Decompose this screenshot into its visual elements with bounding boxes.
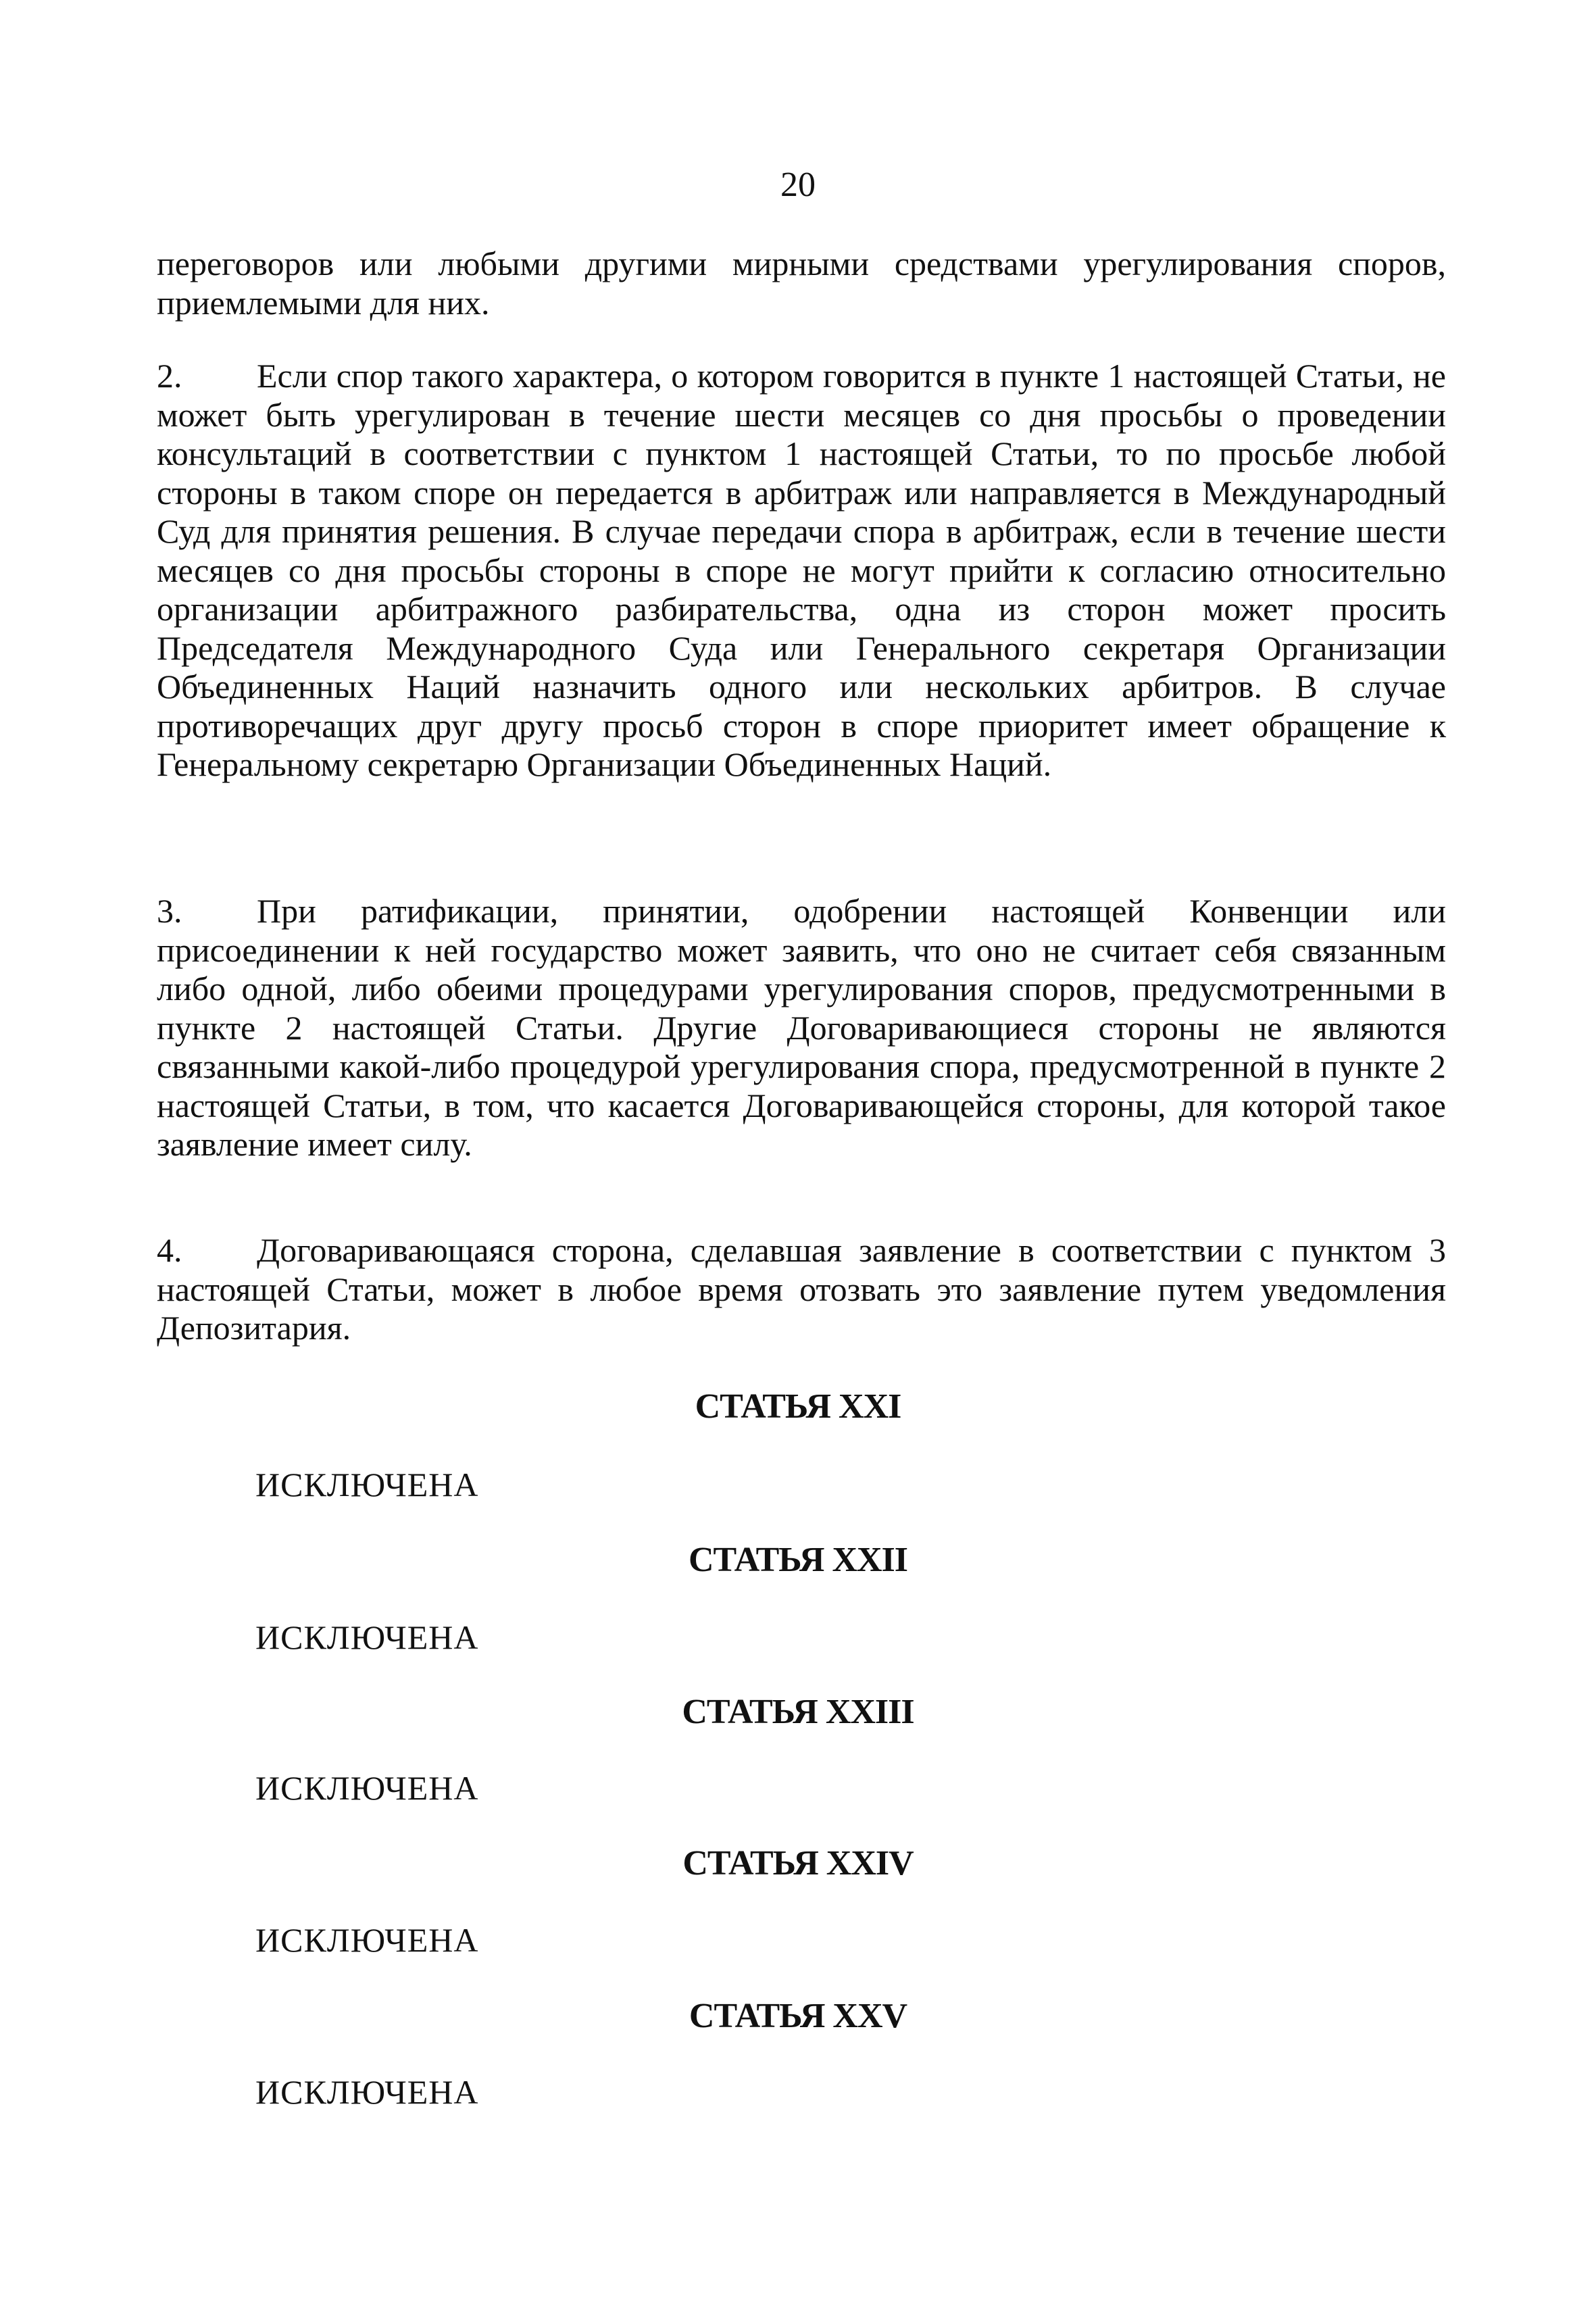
paragraph-number: 4. — [157, 1231, 182, 1269]
paragraph-text: При ратификации, принятии, одобрении настоящей Конвенции или присоединении к ней государство может заявить, что оно не считает себя связанным либо одной, либо обеими процедурами урегулирования споров, предусмотренными в пункте 2 настоящей Статьи. Другие Договаривающиеся стороны не являются связанными какой-либо процедурой урегулирования спора, предусмотренной в пункте 2 настоящей Статьи, в том, что касается Договаривающейся стороны, для которой такое заявление имеет силу. — [157, 892, 1446, 1163]
article-heading: СТАТЬЯ XXII — [688, 1541, 908, 1579]
paragraph-continued — [157, 245, 1446, 322]
article-status: ИСКЛЮЧЕНА — [255, 2073, 479, 2111]
paragraph-3 — [157, 892, 1446, 1164]
paragraph-text: Договаривающаяся сторона, сделавшая заявление в соответствии с пунктом 3 настоящей Статьи, может в любое время отозвать это заявление путем уведомления Депозитария. — [157, 1231, 1446, 1347]
article-status: ИСКЛЮЧЕНА — [255, 1466, 479, 1503]
article-status: ИСКЛЮЧЕНА — [255, 1618, 479, 1656]
paragraph-text: переговоров или любыми другими мирными средствами урегулирования споров, приемлемыми для них. — [157, 245, 1446, 322]
paragraph-2 — [157, 357, 1446, 785]
paragraph-number: 2. — [157, 357, 182, 395]
article-heading: СТАТЬЯ XXV — [689, 1997, 907, 2035]
article-status: ИСКЛЮЧЕНА — [255, 1769, 479, 1807]
paragraph-text: Если спор такого характера, о котором говорится в пункте 1 настоящей Статьи, не может быть урегулирован в течение шести месяцев со дня просьбы о проведении консультаций в соответствии с пунктом 1 настоящей Статьи, то по просьбе любой стороны в таком споре он передается в арбитраж или направляется в Международный Суд для принятия решения. В случае передачи спора в арбитраж, если в течение шести месяцев со дня просьбы стороны в споре не могут прийти к согласию относительно организации арбитражного разбирательства, одна из сторон может просить Председателя Международного Суда или Генерального секретаря Организации Объединенных Наций назначить одного или нескольких арбитров. В случае противоречащих друг другу просьб сторон в споре приоритет имеет обращение к Генеральному секретарю Организации Объединенных Наций. — [157, 357, 1446, 783]
page-number: 20 — [780, 166, 816, 204]
article-heading: СТАТЬЯ XXIII — [682, 1693, 914, 1731]
article-status: ИСКЛЮЧЕНА — [255, 1921, 479, 1959]
paragraph-number: 3. — [157, 892, 182, 930]
article-heading: СТАТЬЯ XXIV — [682, 1844, 914, 1883]
article-heading: СТАТЬЯ XXI — [695, 1387, 901, 1426]
paragraph-4 — [157, 1231, 1446, 1348]
